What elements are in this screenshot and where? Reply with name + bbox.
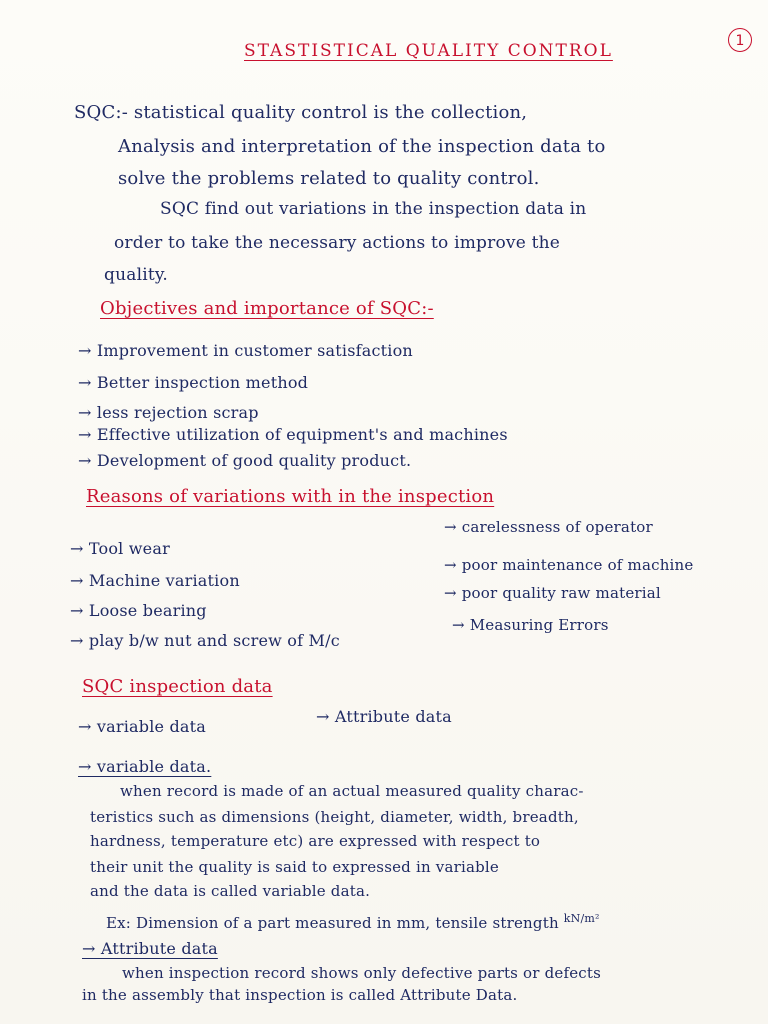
variable-example-text: Ex: Dimension of a part measured in mm, tensile strength bbox=[106, 914, 559, 932]
inspection-data-heading: SQC inspection data bbox=[82, 676, 273, 697]
reason-left-item: → Machine variation bbox=[70, 571, 240, 590]
sqc-def-line-6: quality. bbox=[104, 265, 169, 285]
objectives-heading: Objectives and importance of SQC:- bbox=[100, 298, 434, 319]
reason-left-item: → play b/w nut and screw of M/c bbox=[70, 631, 340, 650]
sqc-def-line-4: SQC find out variations in the inspection data in bbox=[160, 199, 587, 219]
variable-example-unit: kN/m² bbox=[563, 912, 600, 925]
objective-item: → Development of good quality product. bbox=[78, 451, 412, 470]
variable-data-heading: → variable data. bbox=[78, 757, 212, 776]
sqc-def-line-2: Analysis and interpretation of the inspection data to bbox=[118, 136, 606, 157]
variable-data-line-1: when record is made of an actual measured quality charac- bbox=[120, 782, 584, 800]
variable-data-line-4: their unit the quality is said to expressed in variable bbox=[90, 858, 499, 876]
reasons-heading: Reasons of variations with in the inspection bbox=[86, 486, 495, 507]
inspection-type-variable: → variable data bbox=[78, 717, 207, 736]
inspection-type-attribute: → Attribute data bbox=[316, 707, 452, 726]
reason-right-item: → poor maintenance of machine bbox=[444, 556, 694, 574]
objective-item: → Effective utilization of equipment's and machines bbox=[78, 425, 508, 444]
page-title: STASTISTICAL QUALITY CONTROL bbox=[244, 41, 613, 61]
variable-data-example bbox=[106, 908, 600, 934]
variable-data-line-2: teristics such as dimensions (height, diameter, width, breadth, bbox=[90, 808, 579, 826]
objective-item: → Better inspection method bbox=[78, 373, 309, 392]
reason-left-item: → Tool wear bbox=[70, 539, 170, 558]
reason-right-item: → Measuring Errors bbox=[452, 616, 609, 634]
sqc-def-line-5: order to take the necessary actions to improve the bbox=[114, 233, 561, 253]
variable-data-line-3: hardness, temperature etc) are expressed with respect to bbox=[90, 832, 541, 850]
reason-right-item: → carelessness of operator bbox=[444, 518, 653, 536]
attribute-data-line-2: in the assembly that inspection is called Attribute Data. bbox=[82, 986, 518, 1004]
objective-item: → less rejection scrap bbox=[78, 403, 259, 422]
variable-data-line-5: and the data is called variable data. bbox=[90, 882, 371, 900]
attribute-data-line-1: when inspection record shows only defective parts or defects bbox=[122, 964, 602, 982]
objective-item: → Improvement in customer satisfaction bbox=[78, 341, 413, 360]
reason-left-item: → Loose bearing bbox=[70, 601, 207, 620]
sqc-def-line-1: SQC:- statistical quality control is the collection, bbox=[74, 102, 528, 123]
reason-right-item: → poor quality raw material bbox=[444, 584, 661, 602]
sqc-def-line-3: solve the problems related to quality control. bbox=[118, 168, 540, 189]
page-number: 1 bbox=[728, 28, 752, 52]
attribute-data-heading: → Attribute data bbox=[82, 939, 218, 958]
